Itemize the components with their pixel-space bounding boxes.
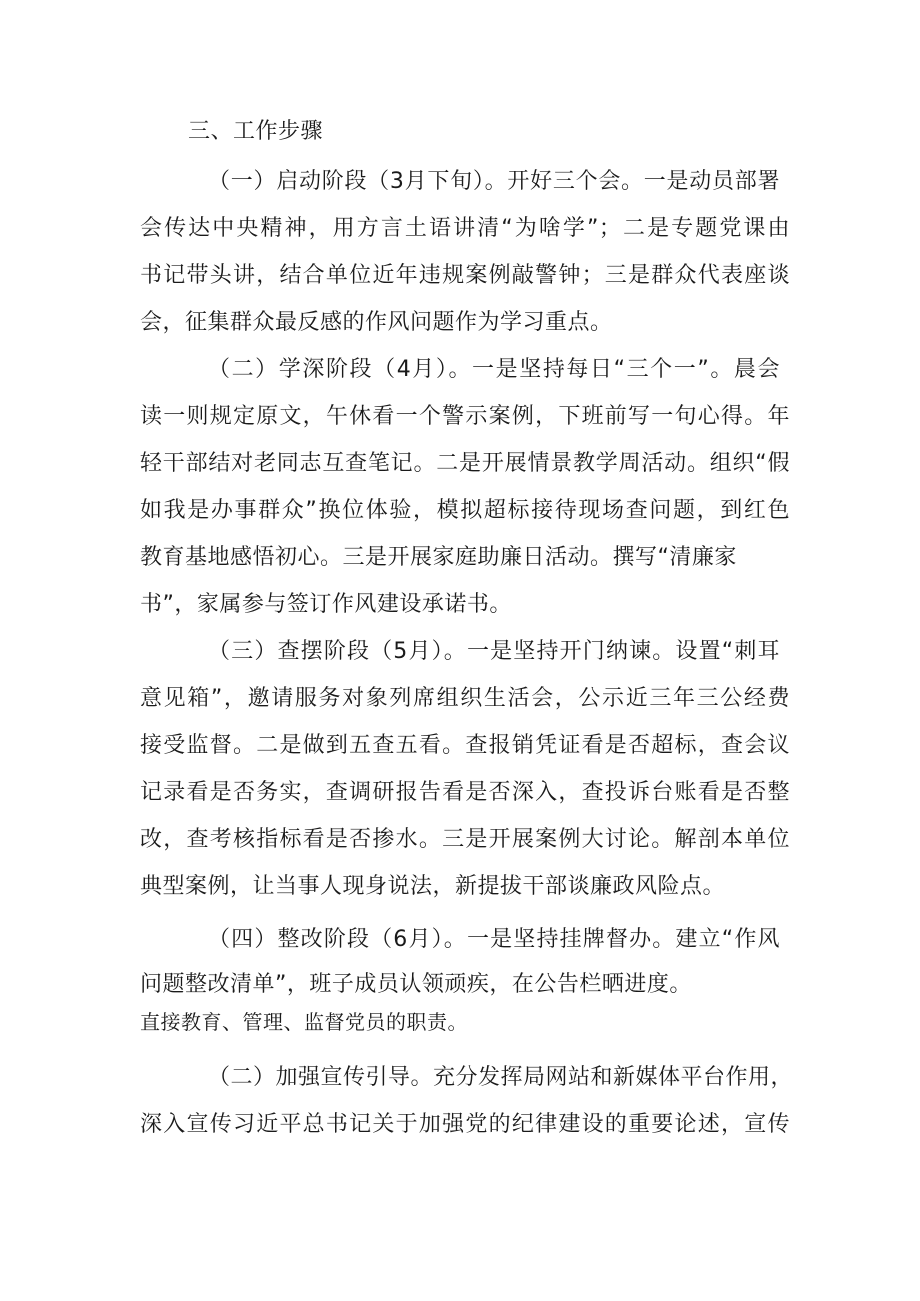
- paragraph-line: 会，征集群众最反感的作风问题作为学习重点。: [140, 310, 613, 335]
- paragraph-line: 书记带头讲，结合单位近年违规案例敲警钟；三是群众代表座谈: [140, 263, 790, 288]
- paragraph-line: 会传达中央精神，用方言土语讲清“为啥学”；二是专题党课由: [140, 216, 790, 241]
- paragraph-line: 轻干部结对老同志互查笔记。二是开展情景教学周活动。组织“假: [140, 451, 790, 476]
- section-heading: 三、工作步骤: [188, 119, 324, 144]
- paragraph-line: （二）加强宣传引导。充分发挥局网站和新媒体平台作用，: [208, 1065, 794, 1090]
- paragraph-line: 改，查考核指标看是否掺水。三是开展案例大讨论。解剖本单位: [140, 827, 790, 852]
- paragraph-line: （一）启动阶段（3月下旬）。开好三个会。一是动员部署: [208, 169, 780, 194]
- paragraph-line: 教育基地感悟初心。三是开展家庭助廉日活动。撰写“清廉家: [140, 545, 737, 570]
- paragraph-line: 直接教育、管理、监督党员的职责。: [140, 1010, 468, 1034]
- paragraph-line: （三）查摆阶段（5月）。一是坚持开门纳谏。设置“刺耳: [208, 639, 780, 664]
- paragraph-line: （四）整改阶段（6月）。一是坚持挂牌督办。建立“作风: [208, 927, 780, 952]
- paragraph-line: 读一则规定原文，午休看一个警示案例，下班前写一句心得。年: [140, 404, 790, 429]
- paragraph-line: 典型案例，让当事人现身说法，新提拔干部谈廉政风险点。: [140, 874, 726, 899]
- paragraph-line: 意见箱”，邀请服务对象列席组织生活会，公示近三年三公经费: [140, 686, 790, 711]
- paragraph-line: （二）学深阶段（4月）。一是坚持每日“三个一”。晨会: [208, 357, 780, 382]
- paragraph-line: 书”，家属参与签订作风建设承诺书。: [140, 592, 512, 617]
- paragraph-line: 问题整改清单”，班子成员认领顽疾，在公告栏晒进度。: [140, 972, 692, 997]
- paragraph-line: 如我是办事群众”换位体验，模拟超标接待现场查问题，到红色: [140, 498, 790, 523]
- paragraph-line: 接受监督。二是做到五查五看。查报销凭证看是否超标，查会议: [140, 733, 790, 758]
- paragraph-line: 深入宣传习近平总书记关于加强党的纪律建设的重要论述，宣传: [140, 1112, 790, 1137]
- paragraph-line: 记录看是否务实，查调研报告看是否深入，查投诉台账看是否整: [140, 780, 790, 805]
